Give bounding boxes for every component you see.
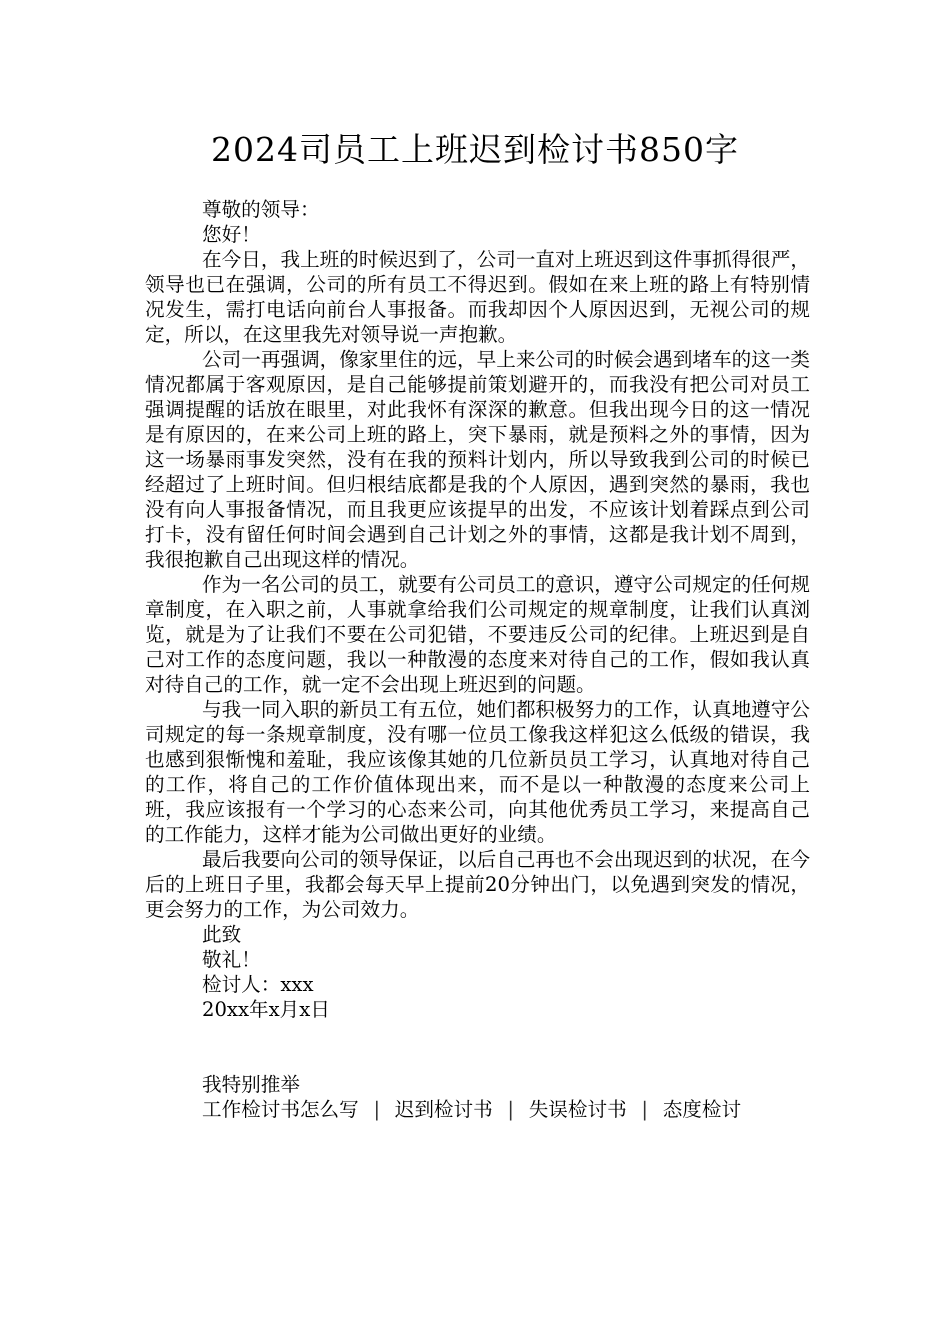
- paragraph-1: 在今日，我上班的时候迟到了，公司一直对上班迟到这件事抓得很严，领导也已在强调，公司的所有员工不得迟到。假如在来上班的路上有特别情况发生，需打电话向前台人事报备。而我却因个人原因迟到，无视公司的规定，所以，在这里我先对领导说一声抱歉。: [145, 248, 810, 346]
- recommend-link-4[interactable]: 态度检讨: [662, 1098, 742, 1121]
- recommend-links: [145, 1097, 810, 1122]
- salutation: 尊敬的领导：: [202, 198, 320, 221]
- link-separator: |: [373, 1098, 381, 1121]
- date-line: 20xx年x月x日: [202, 998, 330, 1021]
- document-body: [145, 197, 810, 1122]
- recommend-link-1[interactable]: 工作检讨书怎么写: [202, 1098, 359, 1121]
- paragraph-3: 作为一名公司的员工，就要有公司员工的意识，遵守公司规定的任何规章制度，在入职之前，人事就拿给我们公司规定的规章制度，让我们认真浏览，就是为了让我们不要在公司犯错，不要违反公司的纪律。上班迟到是自己对工作的态度问题，我以一种散漫的态度来对待自己的工作，假如我认真对待自己的工作，就一定不会出现上班迟到的问题。: [145, 573, 810, 696]
- closing-line-1: 此致: [202, 923, 242, 946]
- recommend-label: 我特别推举: [202, 1073, 300, 1096]
- document-title: 2024司员工上班迟到检讨书850字: [211, 130, 739, 169]
- paragraph-5: 最后我要向公司的领导保证，以后自己再也不会出现迟到的状况，在今后的上班日子里，我都会每天早上提前20分钟出门，以免遇到突发的情况，更会努力的工作，为公司效力。: [145, 848, 810, 921]
- paragraph-4: 与我一同入职的新员工有五位，她们都积极努力的工作，认真地遵守公司规定的每一条规章制度，没有哪一位员工像我这样犯这么低级的错误，我也感到狠惭愧和羞耻，我应该像其她的几位新员员工学习，认真地对待自己的工作，将自己的工作价值体现出来，而不是以一种散漫的态度来公司上班，我应该报有一个学习的心态来公司，向其他优秀员工学习，来提高自己的工作能力，这样才能为公司做出更好的业绩。: [145, 698, 810, 846]
- paragraph-2: 公司一再强调，像家里住的远，早上来公司的时候会遇到堵车的这一类情况都属于客观原因，是自己能够提前策划避开的，而我没有把公司对员工强调提醒的话放在眼里，对此我怀有深深的歉意。但我出现今日的这一情况是有原因的，在来公司上班的路上，突下暴雨，就是预料之外的事情，因为这一场暴雨事发突然，没有在我的预料计划内，所以导致我到公司的时候已经超过了上班时间。但归根结底都是我的个人原因，遇到突然的暴雨，我也没有向人事报备情况，而且我更应该提早的出发，不应该计划着踩点到公司打卡，没有留任何时间会遇到自己计划之外的事情，这都是我计划不周到，我很抱歉自己出现这样的情况。: [145, 348, 810, 571]
- signer: 检讨人：xxx: [202, 973, 314, 996]
- recommend-link-3[interactable]: 失误检讨书: [528, 1098, 627, 1121]
- closing-line-2: 敬礼！: [202, 948, 261, 971]
- link-separator: |: [507, 1098, 515, 1121]
- recommend-link-2[interactable]: 迟到检讨书: [394, 1098, 493, 1121]
- greeting: 您好！: [202, 223, 261, 246]
- link-separator: |: [641, 1098, 648, 1121]
